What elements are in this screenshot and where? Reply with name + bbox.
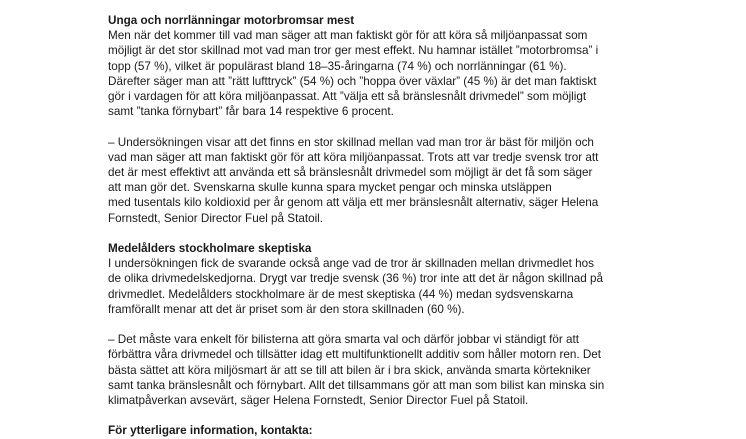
text-line: Fornstedt, Senior Director Fuel på Statoil. [108,211,324,225]
text-line: Men när det kommer till vad man säger att man faktiskt gör för att köra så miljöanpassat som [108,29,588,43]
text-line: topp (57 %), vilket är populärast bland 18–35-åringarna (74 %) och norrlänningar (61 %). [108,59,567,73]
text-line: samt tanka bränslesnålt och förnybart. Allt det tillsammans gör att man som bilist kan minska sin [108,378,605,392]
text-line: – Undersökningen visar att det finns en stor skillnad mellan vad man tror är bäst för miljön och [108,135,594,149]
paragraph-quote-smart-choices [108,332,648,408]
text-line: gör i vardagen för att köra miljöanpassat. Att ”välja ett så bränslesnålt drivmedel” som möjligt [108,90,587,104]
section-heading-stockholm-skeptics: Medelålders stockholmare skeptiska [108,242,312,256]
text-line: Därefter säger man att ”rätt lufttryck” (54 %) och ”hoppa över växlar” (45 %) är det man faktiskt [108,74,597,88]
paragraph-spacer [108,119,648,134]
text-line: de olika drivmedelskedjorna. Drygt var tredje svensk (36 %) tror inte att det är någon skillnad på [108,272,604,286]
text-line: drivmedlet. Medelålders stockholmare är de mest skeptiska (44 %) medan sydsvenskarna [108,287,574,301]
paragraph-fuel-differences [108,256,648,317]
section-heading-young-northerners: Unga och norrlänningar motorbromsar mest [108,14,355,27]
text-line: vad man säger att man faktiskt gör för att köra miljöanpassat. Trots att var tredje svensk tror att [108,150,599,164]
text-line: samt ”tanka förnybart” får bara 14 respektive 6 procent. [108,105,394,119]
text-line: framförallt menar att det är priset som är den stora skillnaden (60 %). [108,302,465,316]
paragraph-quote-survey [108,135,648,226]
text-line: – Det måste vara enkelt för bilisterna att göra smarta val och därför jobbar vi ständigt för att [108,333,579,347]
paragraph-engine-braking [108,28,648,119]
text-line: förbättra våra drivmedel och tillsätter idag ett multifunktionellt additiv som håller motorn ren. Det [108,348,602,362]
paragraph-spacer [108,317,648,332]
paragraph-spacer [108,226,648,241]
text-line: bästa sättet att köra miljösmart är att se till att bilen är i bra skick, använda smarta körtekniker [108,363,591,377]
section-heading-contact: För ytterligare information, kontakta: [108,424,313,438]
paragraph-spacer [108,408,648,423]
text-line: I undersökningen fick de svarande också ange vad de tror är skillnaden mellan drivmedlet hos [108,257,594,271]
text-line: klimatpåverkan avsevärt, säger Helena Fornstedt, Senior Director Fuel på Statoil. [108,394,529,408]
document-page [108,13,648,439]
text-line: att man gör det. Svenskarna skulle kunna spara mycket pengar och minska utsläppen [108,181,552,195]
text-line: med tusentals kilo koldioxid per år genom att välja ett mer bränslesnålt alternativ, säger Helena [108,196,599,210]
text-line: det är mest effektivt att använda ett så bränslesnålt drivmedel som möjligt är det få som säger [108,166,593,180]
text-line: möjligt är det stor skillnad mot vad man tror ger mest effekt. Nu hamnar istället ”motorbromsa” i [108,44,599,58]
